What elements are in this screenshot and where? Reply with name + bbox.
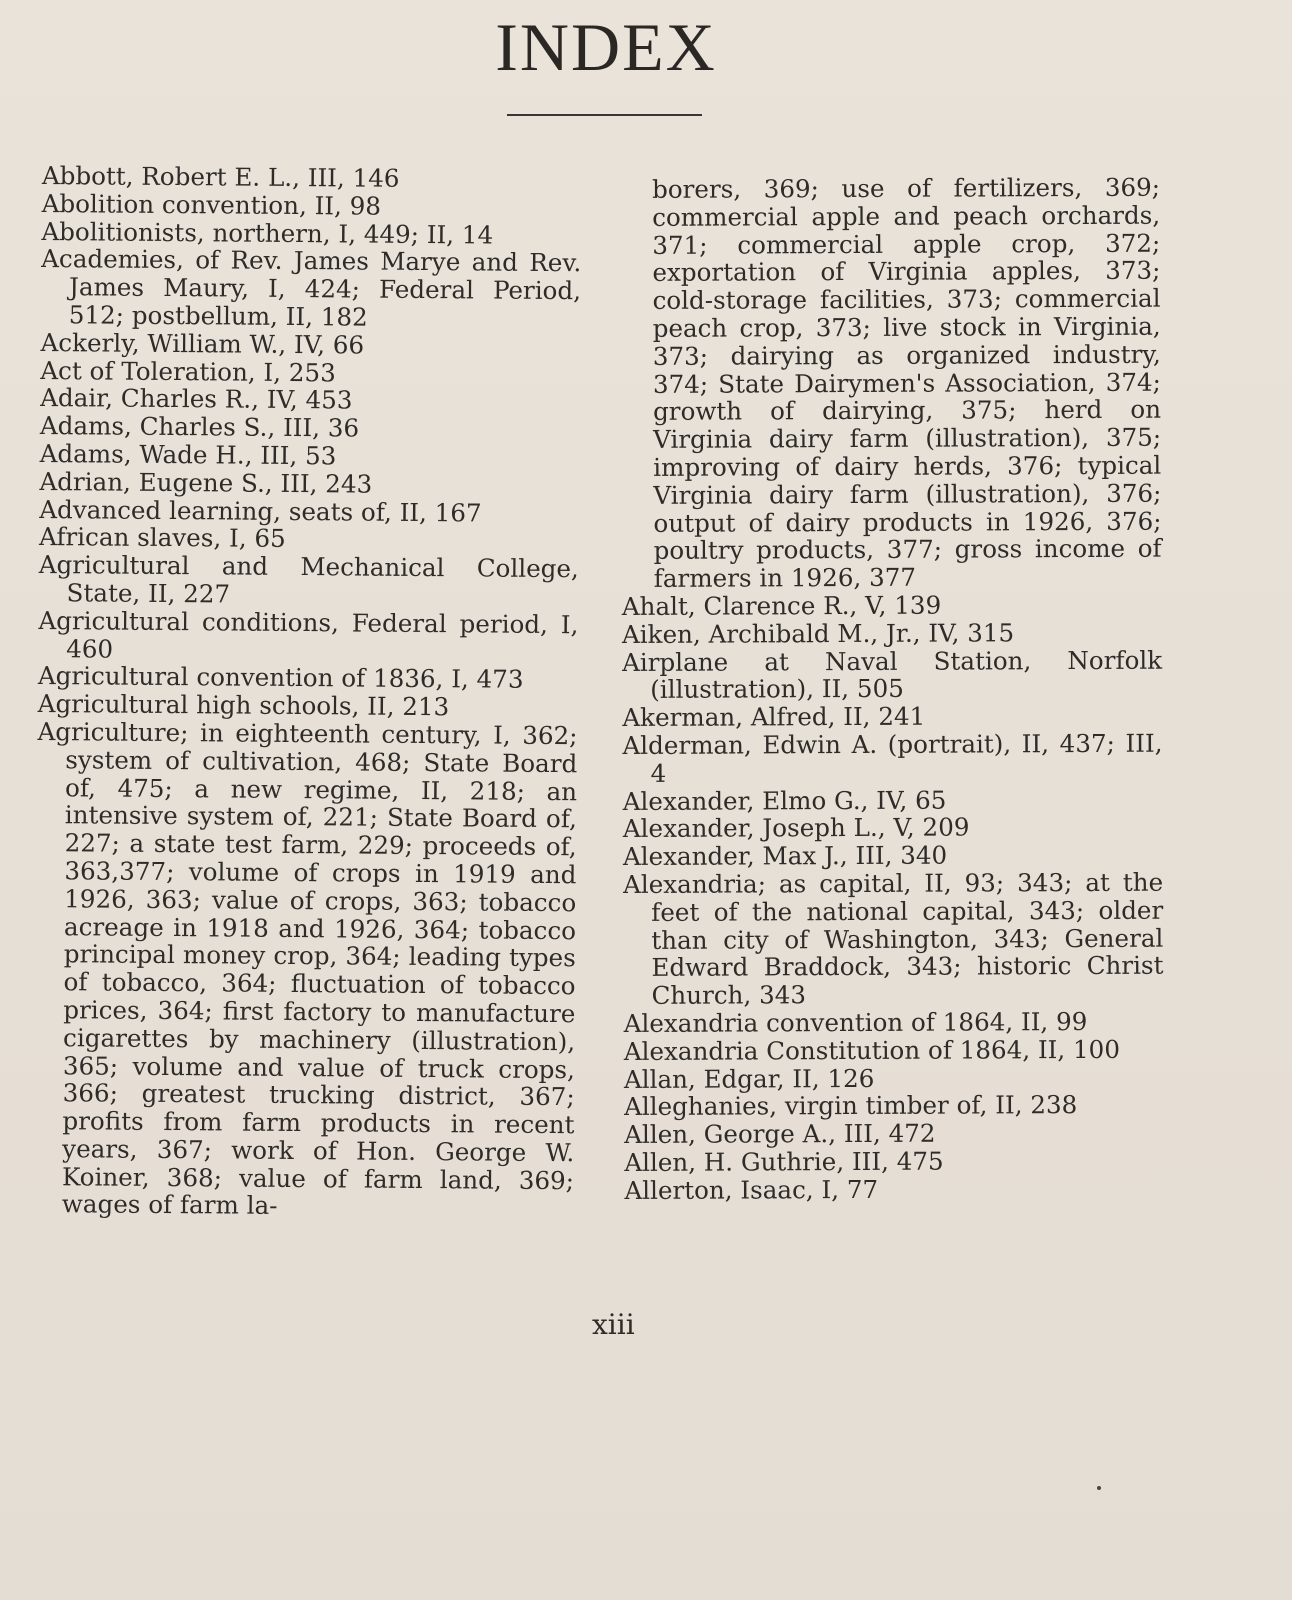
index-entry: Aiken, Archibald M., Jr., IV, 315: [621, 618, 1015, 649]
index-entry: Akerman, Alfred, II, 241: [622, 701, 926, 733]
index-entry: Abolition convention, II, 98: [41, 188, 382, 221]
index-entry: Abolitionists, northern, I, 449; II, 14: [41, 216, 494, 250]
index-entry: Adrian, Eugene S., III, 243: [39, 466, 373, 499]
index-entry: Adair, Charles R., IV, 453: [40, 383, 353, 415]
index-entry: African slaves, I, 65: [38, 522, 286, 554]
index-entry: Airplane at Naval Station, Norfolk (illustration), II, 505: [622, 645, 1163, 705]
index-entry: Alexander, Elmo G., IV, 65: [622, 785, 947, 816]
index-entry: Alderman, Edwin A. (portrait), II, 437; III, 4: [622, 728, 1163, 788]
index-entry: Alexander, Max J., III, 340: [622, 840, 948, 872]
index-entry: Agricultural convention of 1836, I, 473: [37, 661, 524, 695]
index-entry: Adams, Charles S., III, 36: [39, 411, 360, 443]
index-entry: Alexandria Constitution of 1864, II, 100: [623, 1034, 1121, 1066]
index-entry: Adams, Wade H., III, 53: [39, 438, 337, 471]
index-entry: Abbott, Robert E. L., III, 146: [41, 161, 400, 193]
page-number: xiii: [592, 1308, 635, 1341]
paper-speck: [1097, 1486, 1101, 1490]
index-entry: Alexander, Joseph L., V, 209: [622, 812, 970, 844]
index-entry: Allen, George A., III, 472: [624, 1118, 936, 1150]
index-entry: Allerton, Isaac, I, 77: [624, 1174, 879, 1205]
index-entry: Agricultural conditions, Federal period, I, 460: [38, 605, 579, 664]
index-entry: Academies, of Rev. James Marye and Rev. James Maury, I, 424; Federal Period, 512; postbellum, II, 182: [41, 244, 582, 332]
index-entry: Advanced learning, seats of, II, 167: [39, 494, 482, 528]
title-rule: [507, 114, 702, 116]
index-entry: Agriculture; in eighteenth century, I, 362; system of cultivation, 468; State Board of, 475; a new regime, II, 218; an intensive system of, 221; State Board of, 227; a state test farm, 229; proceeds of, 363,377; volume of crops in 1919 and 1926, 363; value of crops, 363; tobacco acreage in 1918 and 1926, 364; tobacco principal money crop, 364; leading types of tobacco, 364; fluctuation of tobacco prices, 364; first factory to manufacture cigarettes by machinery (illustration), 365; volume and value of truck crops, 366; greatest trucking district, 367; profits from farm products in recent years, 367; work of Hon. George W. Koiner, 368; value of farm land, 369; wages of farm la-: [37, 716, 578, 1221]
index-entry: Alexandria; as capital, II, 93; 343; at the feet of the national capital, 343; older than city of Washington, 343; General Edward Braddock, 343; historic Christ Church, 343: [623, 867, 1164, 1010]
index-entry: Agricultural and Mechanical College, State, II, 227: [38, 550, 579, 609]
index-column-left: [34, 162, 582, 1222]
index-entry: Agricultural high schools, II, 213: [37, 689, 450, 722]
page-title: INDEX: [495, 9, 717, 85]
index-entry: Allan, Edgar, II, 126: [623, 1063, 875, 1094]
index-entry-continuation: borers, 369; use of fertilizers, 369; commercial apple and peach orchards, 371; commercial apple crop, 372; exportation of Virginia apples, 373; cold-storage facilities, 373; commercial peach crop, 373; live stock in Virginia, 373; dairying as organized industry, 374; State Dairymen's Association, 374; growth of dairying, 375; herd on Virginia dairy farm (illustration), 375; improving of dairy herds, 376; typical Virginia dairy farm (illustration), 376; output of dairy products in 1926, 376; poultry products, 377; gross income of farmers in 1926, 377: [651, 172, 1162, 594]
index-entry: Alleghanies, virgin timber of, II, 238: [623, 1090, 1078, 1122]
index-entry: Ahalt, Clarence R., V, 139: [621, 590, 942, 621]
index-column-right: [620, 174, 1164, 1205]
index-entry: Allen, H. Guthrie, III, 475: [624, 1146, 944, 1177]
index-entry: Act of Toleration, I, 253: [40, 355, 336, 387]
index-entry: Alexandria convention of 1864, II, 99: [623, 1006, 1088, 1038]
index-entry: Ackerly, William W., IV, 66: [40, 327, 365, 360]
